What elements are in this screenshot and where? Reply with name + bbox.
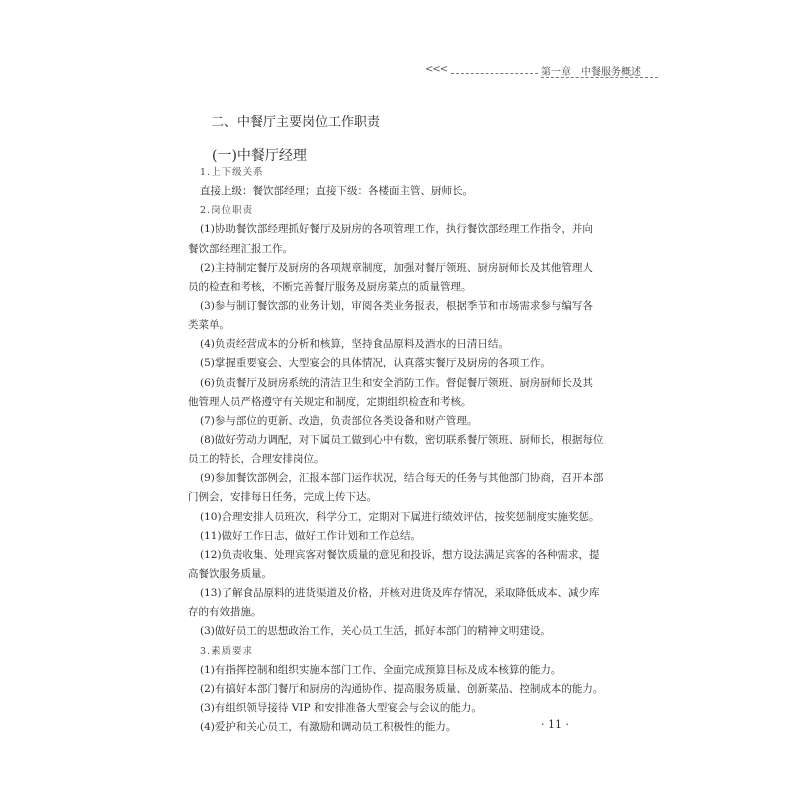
subsection-title: (一)中餐厅经理 [212,148,307,164]
text-line: (8)做好劳动力调配，对下属员工做到心中有数，密切联系餐厅领班、厨师长，根据每位 [200,433,604,446]
text-line: (4)负责经营成本的分析和核算，坚持食品原料及酒水的日清日结。 [200,338,509,351]
text-line: (9)参加餐饮部例会，汇报本部门运作状况，结合每天的任务与其他部门协商，召开本部 [200,472,604,485]
text-line: (1)有指挥控制和组织实施本部门工作、全面完成预算目标及成本核算的能力。 [200,663,562,676]
body-text [188,163,604,737]
header-chapter-title: 第一章 中餐服务概述 [541,67,641,78]
text-line: (2)主持制定餐厅及厨房的各项规章制度，加强对餐厅领班、厨房厨师长及其他管理人 [200,261,593,274]
text-line: (1)协助餐饮部经理抓好餐厅及厨房的各项管理工作，执行餐饮部经理工作指令，并向 [200,223,593,236]
item-heading: 3.素质要求 [200,645,254,657]
text-line: 高餐饮服务质量。 [188,567,272,580]
text-line: 存的有效措施。 [188,606,262,619]
item-heading: 1.上下级关系 [200,167,264,178]
page-number: · 11 · [541,718,569,731]
text-line: 员的检查和考核，不断完善餐厅服务及厨房菜点的质量管理。 [188,280,472,293]
text-line: 门例会，安排每日任务，完成上传下达。 [188,491,377,504]
text-line: (11)做好工作日志，做好工作计划和工作总结。 [200,529,422,542]
text-line: (7)参与部位的更新、改造，负责部位各类设备和财产管理。 [200,414,478,427]
text-line: 餐饮部经理汇报工作。 [188,242,293,255]
text-line: 类菜单。 [188,319,230,332]
text-line: (3)做好员工的思想政治工作，关心员工生活，抓好本部门的精神文明建设。 [200,625,551,638]
section-title: 二、中餐厅主要岗位工作职责 [211,115,381,130]
text-line: 直接上级：餐饮部经理；直接下级：各楼面主管、厨师长。 [200,185,473,198]
header-arrows: <<< [425,64,448,75]
text-line: (3)有组织领导接待 VIP 和安排准备大型宴会与会议的能力。 [200,701,482,714]
text-line: (13)了解食品原料的进货渠道及价格，并核对进货及库存情况，采取降低成本、减少库 [200,587,600,600]
text-line: (6)负责餐厅及厨房系统的清洁卫生和安全消防工作。督促餐厅领班、厨房厨师长及其 [200,376,593,389]
text-line: 员工的特长，合理安排岗位。 [188,453,325,466]
text-line: (2)有搞好本部门餐厅和厨房的沟通协作、提高服务质量、创新菜品、控制成本的能力。 [200,682,604,695]
text-line: (10)合理安排人员班次，科学分工，定期对下属进行绩效评估，按奖惩制度实施奖惩。 [200,510,600,523]
text-line: (4)爱护和关心员工，有激励和调动员工积极性的能力。 [200,721,457,734]
text-line: (5)掌握重要宴会、大型宴会的具体情况，认真落实餐厅及厨房的各项工作。 [200,357,551,370]
text-line: (3)参与制订餐饮部的业务计划，审阅各类业务报表，根据季节和市场需求参与编写各 [200,299,593,312]
item-heading: 2.岗位职责 [200,205,254,217]
text-line: (12)负责收集、处理宾客对餐饮质量的意见和投诉，想方设法满足宾客的各种需求，提 [200,548,600,561]
text-line: 他管理人员严格遵守有关规定和制度，定期组织检查和考核。 [188,395,472,408]
